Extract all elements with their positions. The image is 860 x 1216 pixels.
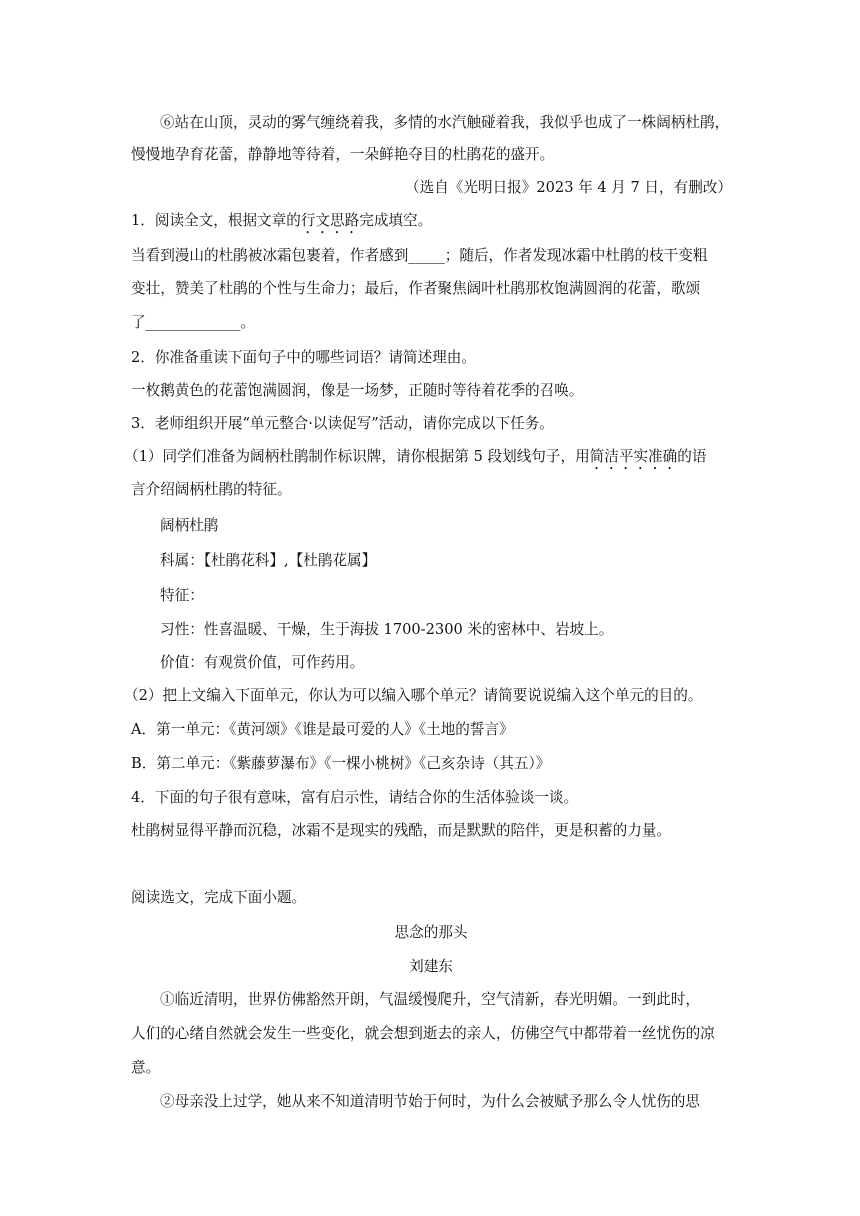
article-title: 思念的那头 <box>394 924 468 941</box>
article-p1-line-3: 意。 <box>131 1059 161 1076</box>
question-3-sub-1-prefix: （1）同学们准备为阔柄杜鹃制作标识牌，请你根据第 5 段划线句子，用 <box>124 448 590 465</box>
question-3-prompt: 3．老师组织开展“单元整合·以读促写”活动，请你完成以下任务。 <box>131 415 554 432</box>
card-name: 阔柄杜鹃 <box>160 517 219 534</box>
article-author: 刘建东 <box>409 958 453 975</box>
paragraph-6-line-2: 慢慢地孕育花蕾，静静地等待着，一朵鲜艳夺目的杜鹃花的盛开。 <box>131 146 555 163</box>
card-family: 科属：【杜鹃花科】,【杜鹃花属】 <box>160 552 377 569</box>
question-4-prompt: 4．下面的句子很有意味，富有启示性，请结合你的生活体验谈一谈。 <box>131 789 579 806</box>
question-4-sentence: 杜鹃树显得平静而沉稳，冰霜不是现实的残酷，而是默默的陪伴，更是积蓄的力量。 <box>131 822 671 839</box>
paragraph-6-line-1: ⑥站在山顶，灵动的雾气缠绕着我，多情的水汽触碰着我，我似乎也成了一株阔柄杜鹃， <box>160 114 730 131</box>
question-3-sub-1-line-2: 言介绍阔柄杜鹃的特征。 <box>131 481 292 498</box>
question-1-prefix: 1．阅读全文，根据文章的 <box>131 212 301 229</box>
article-p1-line-2: 人们的心绪自然就会发生一些变化，就会想到逝去的亲人，仿佛空气中都带着一丝忧伤的凉 <box>131 1025 715 1042</box>
question-1-line-3: 变壮，赞美了杜鹃的个性与生命力；最后，作者聚焦阔叶杜鹃那枚饱满圆润的花蕾，歌颂 <box>131 280 701 297</box>
question-1-line-4: 了_____________。 <box>131 314 256 331</box>
card-value: 价值：有观赏价值，可作药用。 <box>160 654 365 671</box>
article-p1-line-1: ①临近清明，世界仿佛豁然开朗，气温缓慢爬升，空气清新，春光明媚。一到此时， <box>160 991 700 1008</box>
question-2-sentence: 一枚鹅黄色的花蕾饱满圆润，像是一场梦，正随时等待着花季的召唤。 <box>131 382 584 399</box>
article-p2-line-1: ②母亲没上过学，她从来不知道清明节始于何时，为什么会被赋予那么令人忧伤的思 <box>160 1093 700 1110</box>
card-feature: 特征： <box>160 587 204 604</box>
question-3-sub-2: （2）把上文编入下面单元，你认为可以编入哪个单元？请简要说说编入这个单元的目的。 <box>124 687 703 704</box>
question-1-line-2: 当看到漫山的杜鹃被冰霜包裹着，作者感到_____；随后，作者发现冰霜中杜鹃的枝干变粗 <box>131 247 708 264</box>
question-3-sub-1-emphasis: 简洁平实准确 <box>589 448 678 465</box>
option-a: A．第一单元：《黄河颂》《谁是最可爱的人》《土地的誓言》 <box>131 721 514 738</box>
reading-instruction: 阅读选文，完成下面小题。 <box>131 889 307 906</box>
option-b: B．第二单元：《紫藤萝瀑布》《一棵小桃树》《己亥杂诗（其五）》 <box>131 755 551 772</box>
question-3-sub-1-suffix: 的语 <box>677 448 707 465</box>
question-3-sub-1 <box>124 447 724 473</box>
question-2-prompt: 2．你准备重读下面句子中的哪些词语？请简述理由。 <box>131 349 476 366</box>
question-1-suffix: 完成填空。 <box>359 212 433 229</box>
source-citation: （选自《光明日报》2023 年 4 月 7 日，有删改） <box>405 179 732 196</box>
question-1-prompt <box>131 211 731 237</box>
question-1-emphasis: 行文思路 <box>300 212 360 229</box>
card-habit: 习性：性喜温暖、干燥，生于海拔 1700-2300 米的密林中、岩坡上。 <box>160 621 614 638</box>
